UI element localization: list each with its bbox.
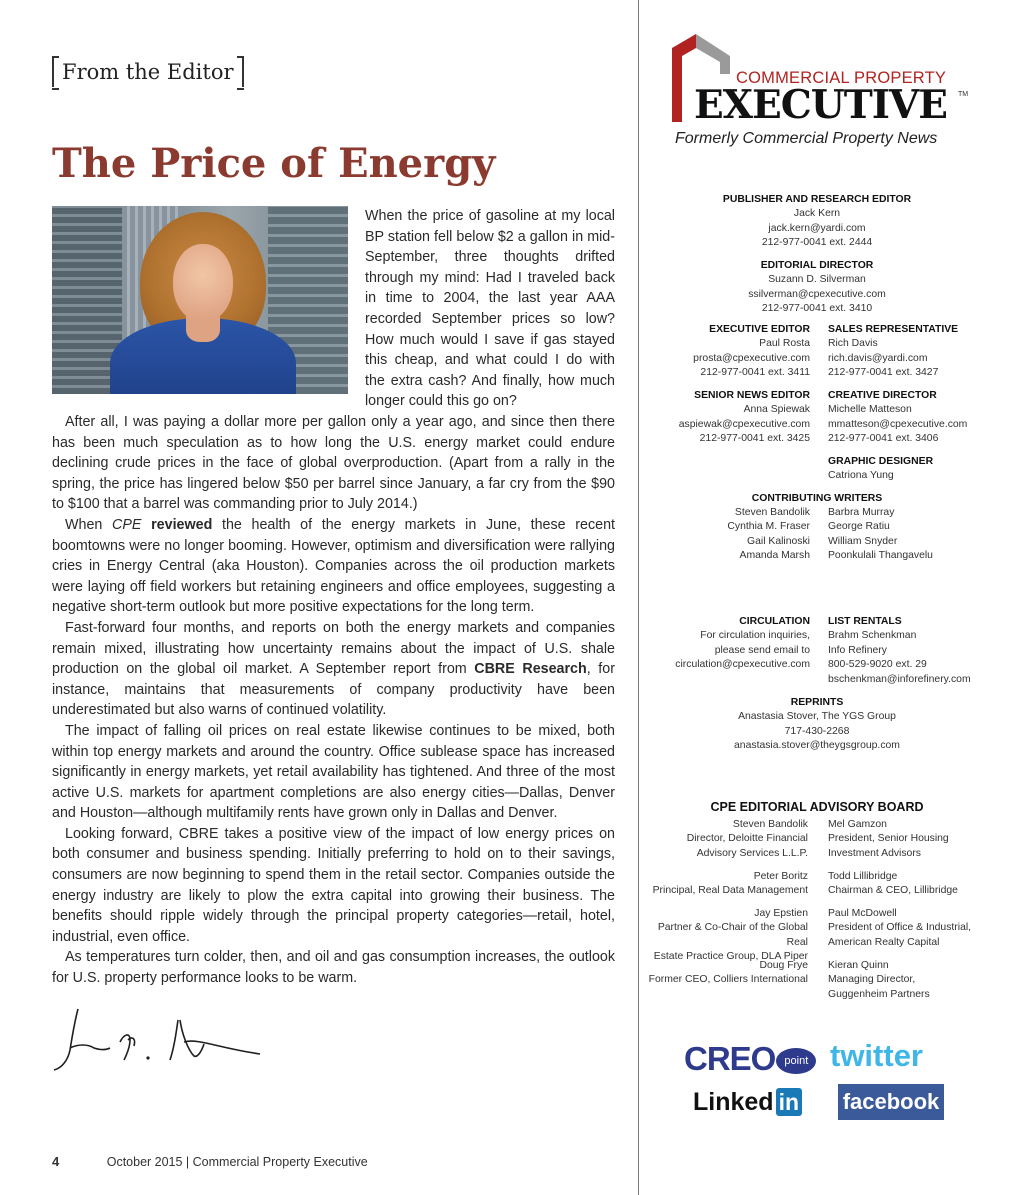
masthead-phone: 800-529-9020 ext. 29 (828, 659, 927, 671)
cbre-research-link[interactable]: CBRE Research (474, 661, 587, 678)
page-footer (52, 1154, 368, 1169)
masthead-email[interactable]: aspiewak@cpexecutive.com (678, 418, 810, 430)
linkedin-logo-text: Linked (693, 1088, 774, 1116)
masthead-phone: 212-977-0041 ext. 3425 (699, 433, 810, 445)
masthead-phone: 717-430-2268 (784, 725, 850, 737)
page-number: 4 (52, 1154, 60, 1169)
board-member-left (640, 907, 808, 965)
board-member-role: Former CEO, Colliers International (648, 974, 808, 986)
masthead-senior-news-editor (640, 389, 810, 447)
masthead-title: EDITORIAL DIRECTOR (760, 260, 874, 271)
masthead-email[interactable]: prosta@cpexecutive.com (693, 352, 810, 364)
writer-name: Poonkulali Thangavelu (828, 550, 933, 562)
masthead-executive-editor (640, 323, 810, 381)
masthead-title: CIRCULATION (739, 616, 810, 627)
board-member-name: Doug Frye (759, 960, 808, 971)
board-member-right (828, 870, 998, 899)
masthead-title: CREATIVE DIRECTOR (828, 390, 937, 401)
board-member-role: Director, Deloitte Financial (686, 833, 808, 845)
board-member-role: Guggenheim Partners (828, 988, 930, 1000)
photo-face (173, 244, 233, 322)
board-member-right (828, 959, 998, 1002)
advisory-board-title: CPE EDITORIAL ADVISORY BOARD (710, 800, 924, 814)
masthead-phone: 212-977-0041 ext. 3410 (761, 303, 873, 315)
twitter-logo[interactable]: twitter (830, 1038, 923, 1073)
editor-signature (48, 1004, 263, 1074)
masthead-title: REPRINTS (790, 697, 844, 708)
masthead-title: LIST RENTALS (828, 616, 902, 627)
article-paragraph: After all, I was paying a dollar more per gallon only a year ago, and since then there has been much speculation as to how long the U.S. energy market could endure declining crude prices in the face of global overproduction. (Apart from a rally in the spring, the price has lingered below $50 per barrel since January, a far cry from the $90 to $100 that a barrel was commanding prior to July 2014.) (52, 414, 615, 513)
masthead-name: Michelle Matteson (828, 404, 912, 416)
board-member-right (828, 818, 998, 861)
masthead-title: PUBLISHER AND RESEARCH EDITOR (722, 194, 912, 205)
board-member-role: President of Office & Industrial, (828, 922, 972, 934)
linkedin-logo[interactable] (693, 1088, 802, 1117)
writer-name: Cynthia M. Fraser (727, 521, 810, 533)
board-member-name: Steven Bandolik (732, 819, 808, 830)
creo-logo-text: CREO (684, 1040, 776, 1077)
writer-name: George Ratiu (828, 521, 890, 533)
board-member-role: Investment Advisors (828, 847, 921, 859)
board-member-role: Advisory Services L.L.P. (696, 847, 808, 859)
board-member-name: Paul McDowell (828, 908, 897, 919)
logo-formerly: Formerly Commercial Property News (675, 130, 938, 147)
masthead-graphic-designer (828, 455, 998, 484)
board-member-role: Chairman & CEO, Lillibridge (828, 885, 958, 897)
writer-name: Amanda Marsh (739, 550, 810, 562)
masthead-contributing-title (640, 492, 994, 506)
issue-line: October 2015 | Commercial Property Executive (106, 1155, 368, 1169)
section-kicker (52, 57, 244, 87)
board-member-role: President, Senior Housing (828, 833, 949, 845)
masthead-name: Brahm Schenkman (828, 630, 917, 642)
article-paragraph: The impact of falling oil prices on real estate likewise continues to be mixed, both within top energy markets and around the country. Office sublease space has increased significantly in energy markets, yet retail availability has tightened. And three of the most active U.S. markets for apartment completions are also energy cities—Dallas, Denver and Houston—although multifamily rents have grown only in Dallas and Denver. (52, 722, 615, 822)
board-member-left (640, 959, 808, 988)
masthead-phone: 212-977-0041 ext. 2444 (761, 237, 873, 249)
masthead-email[interactable]: rich.davis@yardi.com (828, 352, 928, 364)
masthead-sales-rep (828, 323, 998, 381)
board-member-role: Principal, Real Data Management (652, 885, 808, 897)
article-lead: When the price of gasoline at my local BP station fell below $2 a gallon in mid-September, three thoughts drifted through my mind: Had I traveled back in time to 2004, the last year AAA recorded September prices so low? How much would I save if gas stayed this cheap, and what could I do with the extra cash? And finally, how much longer could this go on? (365, 208, 615, 410)
masthead-name: Anna Spiewak (743, 404, 810, 416)
masthead-creative-director (828, 389, 998, 447)
board-member-role: Estate Practice Group, DLA Piper (653, 951, 808, 963)
masthead-line: please send email to (714, 644, 810, 656)
masthead-email[interactable]: circulation@cpexecutive.com (675, 659, 810, 671)
article-paragraph: Fast-forward four months, and reports on both the energy markets and companies remain mixed, illustrating how uncertainty remains about the impact of U.S. shale production on the global oil market. A September report from CBRE Research, for instance, maintains that measurements of company productivity have been underestimated but also warns of continued volatility. (52, 619, 615, 719)
masthead-title: SENIOR NEWS EDITOR (694, 390, 810, 401)
board-member-right (828, 907, 998, 950)
board-member-left (640, 870, 808, 899)
article-headline: The Price of Energy (52, 140, 496, 187)
article-paragraph: As temperatures turn colder, then, and oil and gas consumption increases, the outlook for U.S. property performance looks to be warm. (52, 949, 615, 987)
masthead-email[interactable]: ssilverman@cpexecutive.com (748, 288, 886, 300)
board-member-role: American Realty Capital (828, 936, 940, 948)
masthead-phone: 212-977-0041 ext. 3411 (700, 367, 810, 379)
masthead-name: Catriona Yung (828, 470, 894, 482)
masthead-name: Rich Davis (828, 338, 878, 350)
masthead-name: Suzann D. Silverman (768, 274, 866, 286)
masthead-name: Jack Kern (793, 208, 841, 220)
masthead-name: Anastasia Stover, The YGS Group (738, 711, 896, 723)
masthead-name: Paul Rosta (759, 338, 810, 350)
masthead-email[interactable]: mmatteson@cpexecutive.com (828, 418, 968, 430)
masthead-line: For circulation inquiries, (700, 630, 810, 642)
section-kicker-text: From the Editor (62, 60, 234, 84)
masthead-circulation (640, 615, 810, 673)
masthead-company: Info Refinery (828, 644, 887, 656)
masthead-reprints (640, 696, 994, 754)
board-member-name: Kieran Quinn (828, 960, 889, 971)
writer-name: Barbra Murray (828, 507, 895, 518)
publication-name: CPE (112, 516, 142, 533)
reviewed-link[interactable]: reviewed (151, 516, 213, 533)
masthead-publisher (640, 193, 994, 251)
writer-name: Steven Bandolik (734, 507, 810, 518)
article-paragraph: Looking forward, CBRE takes a positive view of the impact of low energy prices on both consumer and business spending. Initially preferring to hold on to their savings, consumers are now beginning to spend them in the retail sector. Companies outside the energy industry are likely to plow the extra capital into growing their business. The benefits should ripple widely through the principal property categories—retail, hotel, industrial, even office. (52, 825, 615, 945)
writer-name: Gail Kalinoski (747, 535, 810, 547)
writer-name: William Snyder (828, 535, 898, 547)
board-member-left (640, 818, 808, 861)
logo-commercial-property: COMMERCIAL PROPERTY (736, 69, 947, 87)
article-body (52, 412, 615, 989)
linkedin-in-badge: in (776, 1088, 802, 1116)
board-member-role: Managing Director, (828, 974, 916, 986)
masthead-title: CONTRIBUTING WRITERS (751, 493, 883, 504)
masthead-title: GRAPHIC DESIGNER (828, 456, 934, 467)
masthead-list-rentals (828, 615, 998, 687)
logo-executive: EXECUTIVE (694, 82, 948, 128)
board-member-name: Mel Gamzon (828, 819, 887, 830)
masthead-phone: 212-977-0041 ext. 3406 (828, 433, 939, 445)
masthead-email[interactable]: bschenkman@inforefinery.com (828, 673, 971, 685)
article-paragraph: When CPE reviewed the health of the energy markets in June, these recent boomtowns were no longer booming. However, optimism and diversification were rallying cries in Energy Central (aka Houston). Companies across the oil production markets were laying off field workers but retaining engineers and office employees, suggesting a negative short-term outlook but more positive expectations for the long term. (52, 516, 615, 616)
contributing-writers-left (640, 506, 810, 564)
contributing-writers-right (828, 506, 998, 564)
creo-point-badge: point (776, 1048, 816, 1074)
board-member-name: Jay Epstien (754, 908, 808, 919)
masthead-email[interactable]: anastasia.stover@theygsgroup.com (734, 740, 900, 752)
creo-logo[interactable] (684, 1040, 816, 1078)
board-member-name: Todd Lillibridge (828, 871, 898, 882)
editor-photo (52, 206, 348, 394)
column-divider (638, 0, 639, 1195)
masthead-email[interactable]: jack.kern@yardi.com (768, 222, 866, 234)
masthead-title: EXECUTIVE EDITOR (709, 324, 810, 335)
board-member-role: Partner & Co-Chair of the Global Real (657, 922, 808, 948)
masthead-editorial-director (640, 259, 994, 317)
masthead-phone: 212-977-0041 ext. 3427 (828, 367, 939, 379)
masthead-title: SALES REPRESENTATIVE (828, 324, 959, 335)
board-member-name: Peter Boritz (753, 871, 808, 882)
facebook-logo[interactable]: facebook (838, 1084, 944, 1120)
logo-trademark: TM (958, 91, 969, 98)
